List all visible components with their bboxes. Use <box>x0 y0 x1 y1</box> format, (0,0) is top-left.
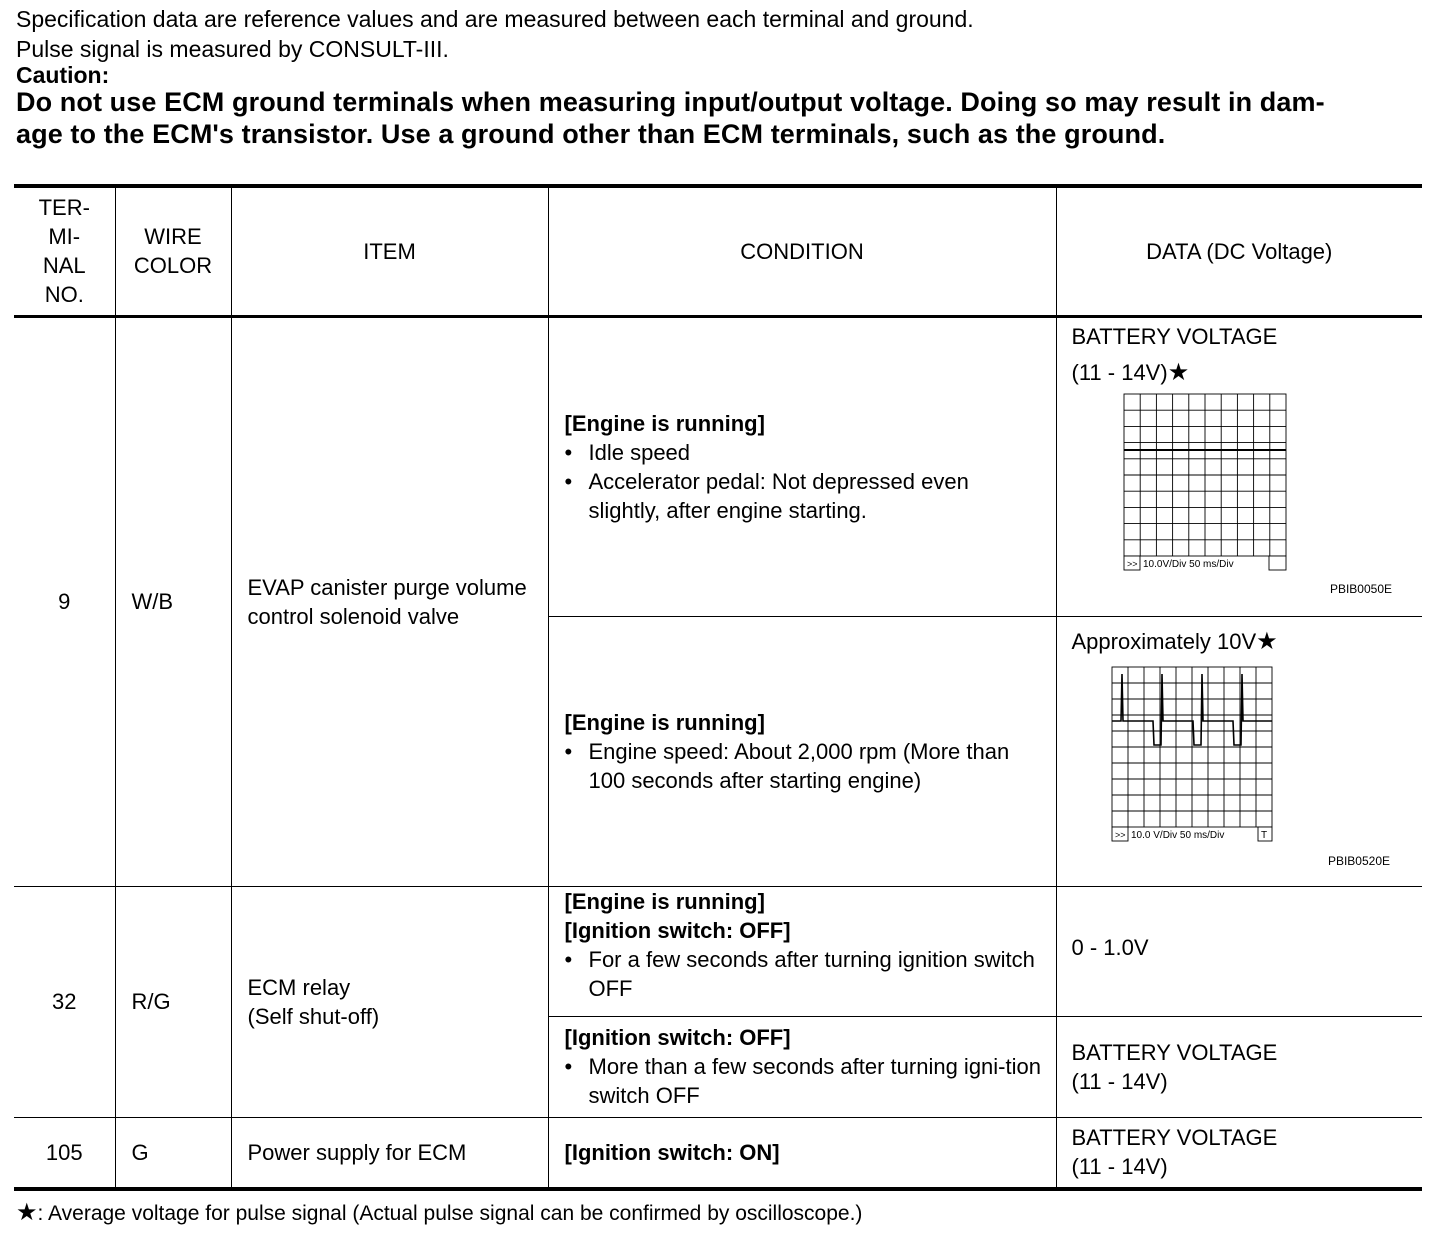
intro-section <box>16 4 1426 150</box>
data-cell <box>1056 316 1422 616</box>
header-terminal-no <box>14 186 115 316</box>
header-terminal-line: MI- <box>48 224 81 250</box>
header-wire-line: COLOR <box>133 253 213 279</box>
condition-bullet: • Accelerator pedal: Not depressed even slightly, after engine starting. <box>565 467 1044 525</box>
data-range: (11 - 14V) <box>1071 1068 1168 1094</box>
condition-heading: [Engine is running] <box>564 888 765 914</box>
data-range-line <box>1072 358 1423 387</box>
header-wire-color <box>115 186 231 316</box>
condition-cell <box>548 316 1056 616</box>
header-condition: CONDITION <box>548 186 1056 316</box>
condition-cell <box>548 1016 1056 1117</box>
condition-cell <box>548 886 1056 1016</box>
caution-text-1: Do not use ECM ground terminals when measuring input/output voltage. Doing so may result in dam- <box>16 87 1325 117</box>
data-range: (11 - 14V) <box>1071 359 1168 385</box>
ecm-terminal-table <box>14 184 1422 1191</box>
header-terminal-line: NO. <box>44 282 84 308</box>
data-cell <box>1056 1016 1422 1117</box>
condition-bullet: • Engine speed: About 2,000 rpm (More than 100 seconds after starting engine) <box>565 737 1044 795</box>
header-terminal-line: NAL <box>42 253 86 279</box>
wire-color: G <box>115 1117 231 1189</box>
star-icon: ★ <box>1256 627 1278 655</box>
condition-heading: [Ignition switch: ON] <box>548 1117 1056 1189</box>
table-row <box>14 886 1422 1016</box>
terminal-no: 9 <box>14 316 115 886</box>
condition-heading: [Engine is running] <box>564 709 765 735</box>
table-row <box>14 316 1422 616</box>
terminal-no: 32 <box>14 886 115 1117</box>
svg-text:>>: >> <box>1126 558 1138 569</box>
caution-label: Caution: <box>16 62 110 88</box>
data-value: 0 - 1.0V <box>1056 886 1422 1016</box>
header-item: ITEM <box>231 186 548 316</box>
wire-color: W/B <box>115 316 231 886</box>
caution-text-2: age to the ECM's transistor. Use a ground other than ECM terminals, such as the ground. <box>16 119 1166 149</box>
table-row <box>14 1117 1422 1189</box>
condition-bullet: • For a few seconds after turning ignition switch OFF <box>565 945 1044 1003</box>
data-value: Approximately 10V <box>1071 628 1257 654</box>
data-value: BATTERY VOLTAGE <box>1071 1039 1278 1065</box>
data-value: BATTERY VOLTAGE <box>1071 1125 1278 1151</box>
data-value-line <box>1072 627 1423 656</box>
terminal-no: 105 <box>14 1117 115 1189</box>
condition-heading: [Ignition switch: OFF] <box>564 1025 791 1050</box>
svg-text:>>: >> <box>1114 829 1126 840</box>
star-icon: ★ <box>16 1199 38 1226</box>
data-cell <box>1056 616 1422 886</box>
spec-note: Specification data are reference values and are measured between each terminal and ground. <box>16 6 974 32</box>
item-line: (Self shut-off) <box>247 1003 380 1029</box>
condition-heading: [Ignition switch: OFF] <box>564 917 791 943</box>
scope-trigger: T <box>1260 829 1267 841</box>
header-data: DATA (DC Voltage) <box>1056 186 1422 316</box>
scope-label: 10.0 V/Div 50 ms/Div <box>1130 829 1224 841</box>
footnote <box>16 1198 862 1227</box>
wire-color: R/G <box>115 886 231 1117</box>
star-icon: ★ <box>1167 358 1190 386</box>
item-name: EVAP canister purge volume control solenoid valve <box>231 316 548 886</box>
condition-list <box>565 945 1044 1003</box>
item-name: Power supply for ECM <box>231 1117 548 1189</box>
figure-code: PBIB0520E <box>1327 853 1390 868</box>
header-terminal-line: TER- <box>38 195 90 221</box>
condition-bullet: • Idle speed <box>565 438 1044 467</box>
condition-heading: [Engine is running] <box>564 410 765 436</box>
condition-cell <box>548 616 1056 886</box>
condition-list <box>565 1052 1044 1110</box>
condition-list <box>565 737 1044 795</box>
figure-code: PBIB0050E <box>1329 581 1392 596</box>
pulse-note: Pulse signal is measured by CONSULT-III. <box>16 36 449 62</box>
oscilloscope-waveform-idle <box>1121 391 1321 581</box>
condition-list <box>565 438 1044 525</box>
item-line: ECM relay <box>247 974 351 1000</box>
oscilloscope-waveform-2000rpm <box>1109 664 1309 854</box>
data-value: BATTERY VOLTAGE <box>1071 323 1278 349</box>
scope-label: 10.0V/Div 50 ms/Div <box>1142 558 1234 570</box>
data-range: (11 - 14V) <box>1071 1154 1168 1180</box>
condition-bullet: • More than a few seconds after turning igni-tion switch OFF <box>565 1052 1044 1110</box>
footnote-text: : Average voltage for pulse signal (Actual pulse signal can be confirmed by oscilloscope.) <box>37 1202 863 1225</box>
header-wire-line: WIRE <box>144 224 202 250</box>
data-cell <box>1056 1117 1422 1189</box>
item-name <box>231 886 548 1117</box>
